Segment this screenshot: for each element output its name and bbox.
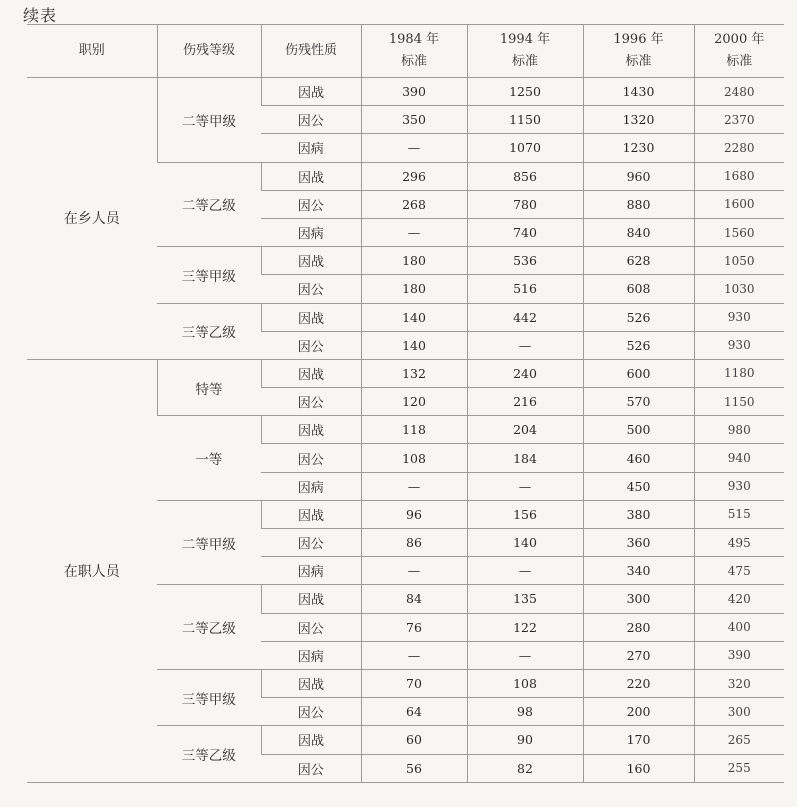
header-year-label: 1996 年: [613, 32, 664, 47]
nature-cell: 因病: [261, 472, 361, 500]
value-cell-1984: 180: [361, 275, 467, 303]
grade-cell: 三等乙级: [157, 726, 261, 782]
grade-cell: 三等甲级: [157, 669, 261, 725]
value-cell-1984: 268: [361, 190, 467, 218]
value-cell-2000: 2280: [694, 134, 784, 162]
value-cell-2000: 930: [694, 472, 784, 500]
value-cell-1984: 64: [361, 698, 467, 726]
value-cell-2000: 2370: [694, 106, 784, 134]
value-cell-1994: 184: [467, 444, 583, 472]
value-cell-1994: 156: [467, 500, 583, 528]
table-body: [27, 78, 784, 783]
value-cell-1994: —: [467, 472, 583, 500]
nature-cell: 因公: [261, 106, 361, 134]
grade-cell: 二等甲级: [157, 78, 261, 163]
value-cell-1996: 340: [583, 557, 694, 585]
value-cell-2000: 495: [694, 529, 784, 557]
value-cell-1996: 220: [583, 669, 694, 697]
value-cell-1984: 350: [361, 106, 467, 134]
value-cell-1994: 1250: [467, 78, 583, 106]
value-cell-2000: 400: [694, 613, 784, 641]
value-cell-1994: —: [467, 557, 583, 585]
header-year-1996: [583, 25, 694, 78]
nature-cell: 因公: [261, 444, 361, 472]
nature-cell: 因战: [261, 247, 361, 275]
header-category: 职别: [27, 25, 157, 78]
value-cell-1996: 450: [583, 472, 694, 500]
table-row: [27, 78, 784, 106]
nature-cell: 因战: [261, 500, 361, 528]
value-cell-1984: —: [361, 557, 467, 585]
nature-cell: 因战: [261, 416, 361, 444]
value-cell-1984: 140: [361, 331, 467, 359]
value-cell-2000: 940: [694, 444, 784, 472]
nature-cell: 因战: [261, 303, 361, 331]
value-cell-1996: 500: [583, 416, 694, 444]
value-cell-1996: 526: [583, 331, 694, 359]
value-cell-1984: 60: [361, 726, 467, 754]
header-year-1994: [467, 25, 583, 78]
value-cell-1996: 360: [583, 529, 694, 557]
value-cell-2000: 930: [694, 303, 784, 331]
value-cell-1994: 442: [467, 303, 583, 331]
table-header: [27, 25, 784, 78]
value-cell-1996: 200: [583, 698, 694, 726]
header-year-label: 1984 年: [388, 32, 440, 47]
value-cell-1994: 740: [467, 218, 583, 246]
pension-standards-table: [27, 24, 784, 783]
value-cell-1996: 1320: [583, 106, 694, 134]
header-grade: 伤残等级: [157, 25, 261, 78]
header-year-label: 1994 年: [499, 32, 551, 47]
value-cell-1994: 516: [467, 275, 583, 303]
value-cell-1996: 300: [583, 585, 694, 613]
value-cell-1996: 270: [583, 641, 694, 669]
value-cell-2000: 1600: [694, 190, 784, 218]
category-cell: 在乡人员: [27, 78, 157, 360]
value-cell-2000: 1030: [694, 275, 784, 303]
nature-cell: 因病: [261, 218, 361, 246]
value-cell-1984: 180: [361, 247, 467, 275]
value-cell-1996: 526: [583, 303, 694, 331]
grade-cell: 一等: [157, 416, 261, 501]
value-cell-1996: 160: [583, 754, 694, 782]
value-cell-1996: 840: [583, 218, 694, 246]
grade-cell: 三等甲级: [157, 247, 261, 303]
value-cell-1984: 84: [361, 585, 467, 613]
nature-cell: 因公: [261, 190, 361, 218]
header-standard-label: 标准: [726, 54, 753, 69]
header-standard-label: 标准: [511, 54, 538, 69]
nature-cell: 因战: [261, 585, 361, 613]
value-cell-1996: 570: [583, 388, 694, 416]
value-cell-1984: 390: [361, 78, 467, 106]
value-cell-1984: 86: [361, 529, 467, 557]
nature-cell: 因战: [261, 359, 361, 387]
value-cell-1994: 82: [467, 754, 583, 782]
value-cell-1984: —: [361, 641, 467, 669]
nature-cell: 因战: [261, 162, 361, 190]
value-cell-1996: 170: [583, 726, 694, 754]
nature-cell: 因战: [261, 669, 361, 697]
value-cell-1994: 204: [467, 416, 583, 444]
table-row: [27, 359, 784, 387]
nature-cell: 因病: [261, 134, 361, 162]
nature-cell: 因公: [261, 388, 361, 416]
header-year-label: 2000 年: [714, 32, 765, 47]
value-cell-1994: 135: [467, 585, 583, 613]
value-cell-2000: 265: [694, 726, 784, 754]
value-cell-2000: 1150: [694, 388, 784, 416]
value-cell-1994: 140: [467, 529, 583, 557]
value-cell-1994: 90: [467, 726, 583, 754]
value-cell-2000: 390: [694, 641, 784, 669]
value-cell-1994: 108: [467, 669, 583, 697]
value-cell-2000: 1560: [694, 218, 784, 246]
value-cell-1984: 56: [361, 754, 467, 782]
value-cell-1996: 280: [583, 613, 694, 641]
nature-cell: 因公: [261, 529, 361, 557]
nature-cell: 因战: [261, 78, 361, 106]
value-cell-1996: 460: [583, 444, 694, 472]
value-cell-2000: 1050: [694, 247, 784, 275]
value-cell-2000: 930: [694, 331, 784, 359]
value-cell-1984: 140: [361, 303, 467, 331]
nature-cell: 因公: [261, 275, 361, 303]
header-year-1984: [361, 25, 467, 78]
header-nature: 伤残性质: [261, 25, 361, 78]
nature-cell: 因病: [261, 557, 361, 585]
value-cell-2000: 1680: [694, 162, 784, 190]
grade-cell: 特等: [157, 359, 261, 415]
grade-cell: 二等甲级: [157, 500, 261, 585]
header-standard-label: 标准: [400, 54, 427, 69]
nature-cell: 因公: [261, 331, 361, 359]
grade-cell: 二等乙级: [157, 162, 261, 247]
value-cell-2000: 515: [694, 500, 784, 528]
value-cell-1994: 1070: [467, 134, 583, 162]
category-cell: 在职人员: [27, 359, 157, 782]
value-cell-1996: 600: [583, 359, 694, 387]
value-cell-1996: 960: [583, 162, 694, 190]
value-cell-1984: 70: [361, 669, 467, 697]
value-cell-1994: 122: [467, 613, 583, 641]
value-cell-1996: 628: [583, 247, 694, 275]
value-cell-1984: —: [361, 218, 467, 246]
value-cell-1996: 1230: [583, 134, 694, 162]
value-cell-1984: 108: [361, 444, 467, 472]
value-cell-1984: 120: [361, 388, 467, 416]
value-cell-1984: 296: [361, 162, 467, 190]
header-standard-label: 标准: [625, 54, 652, 69]
value-cell-2000: 320: [694, 669, 784, 697]
header-row: [27, 25, 784, 78]
header-year-2000: [694, 25, 784, 78]
value-cell-1984: —: [361, 472, 467, 500]
value-cell-2000: 980: [694, 416, 784, 444]
value-cell-1994: 240: [467, 359, 583, 387]
value-cell-1994: —: [467, 331, 583, 359]
value-cell-1994: —: [467, 641, 583, 669]
value-cell-2000: 1180: [694, 359, 784, 387]
value-cell-1994: 98: [467, 698, 583, 726]
value-cell-1984: 76: [361, 613, 467, 641]
grade-cell: 二等乙级: [157, 585, 261, 670]
value-cell-1996: 1430: [583, 78, 694, 106]
value-cell-1996: 880: [583, 190, 694, 218]
value-cell-1994: 536: [467, 247, 583, 275]
value-cell-1984: 132: [361, 359, 467, 387]
value-cell-1984: 96: [361, 500, 467, 528]
value-cell-1996: 380: [583, 500, 694, 528]
value-cell-1994: 856: [467, 162, 583, 190]
value-cell-1994: 1150: [467, 106, 583, 134]
grade-cell: 三等乙级: [157, 303, 261, 359]
nature-cell: 因战: [261, 726, 361, 754]
value-cell-1994: 780: [467, 190, 583, 218]
value-cell-2000: 475: [694, 557, 784, 585]
nature-cell: 因公: [261, 613, 361, 641]
value-cell-2000: 300: [694, 698, 784, 726]
value-cell-1984: —: [361, 134, 467, 162]
nature-cell: 因公: [261, 698, 361, 726]
value-cell-1994: 216: [467, 388, 583, 416]
nature-cell: 因病: [261, 641, 361, 669]
value-cell-1996: 608: [583, 275, 694, 303]
value-cell-1984: 118: [361, 416, 467, 444]
nature-cell: 因公: [261, 754, 361, 782]
value-cell-2000: 255: [694, 754, 784, 782]
table-caption: 续表: [23, 6, 58, 25]
value-cell-2000: 420: [694, 585, 784, 613]
value-cell-2000: 2480: [694, 78, 784, 106]
